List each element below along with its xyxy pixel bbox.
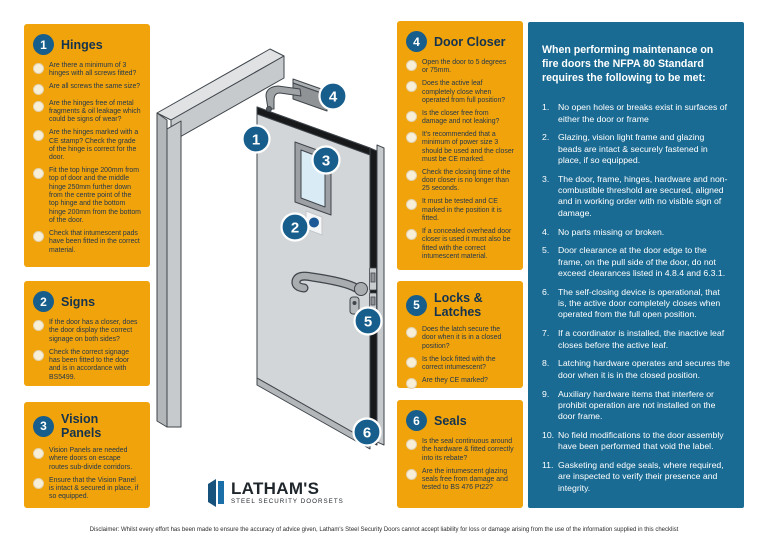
nfpa-item xyxy=(542,132,730,166)
checklist-item-text: Is the lock fitted with the correct intumescent? xyxy=(422,355,496,371)
nfpa-item-text: No parts missing or broken. xyxy=(558,226,665,237)
checklist-item xyxy=(33,62,141,79)
door-closer xyxy=(266,79,327,112)
nfpa-item xyxy=(542,430,730,453)
svg-text:5: 5 xyxy=(363,313,373,331)
checkbox-circle[interactable] xyxy=(406,81,417,92)
checklist-item-text: Are the hinges marked with a CE stamp? Check the grade of the hinge is correct for the door. xyxy=(49,129,139,162)
checklist-item xyxy=(33,447,141,472)
nfpa-item-text: The door, frame, hinges, hardware and non-combustible threshold are secured, aligned and in working order with no visible sign of damage. xyxy=(558,173,728,218)
door-marker-6 xyxy=(354,419,381,446)
nfpa-item-number: 11. xyxy=(542,460,554,471)
checklist-item-text: Open the door to 5 degrees or 75mm. xyxy=(422,59,507,75)
nfpa-item-text: No open holes or breaks exist in surfaces of either the door or frame xyxy=(558,102,728,124)
checklist-item-text: Ensure that the Vision Panel is intact & secured in place, if so equipped. xyxy=(49,476,139,501)
checkbox-circle[interactable] xyxy=(406,439,417,450)
panel-door-closer xyxy=(397,21,523,270)
checklist-item-text: It must be tested and CE marked in the position it is fitted. xyxy=(422,198,502,222)
panel-number: 6 xyxy=(413,413,420,428)
door-marker-2 xyxy=(282,214,309,241)
panel-number: 2 xyxy=(40,294,47,309)
checklist-item-text: Are all screws the same size? xyxy=(49,83,141,91)
checkbox-circle[interactable] xyxy=(33,478,44,489)
svg-text:1: 1 xyxy=(251,131,261,149)
panel-number: 1 xyxy=(40,37,47,52)
nfpa-item-number: 9. xyxy=(542,388,550,399)
checklist-item xyxy=(406,326,514,351)
checkbox-circle[interactable] xyxy=(33,168,44,179)
checklist-item-text: Are the hinges free of metal fragments & oil leakage which could be signs of wear? xyxy=(49,99,141,124)
checklist-item-text: Check that intumescent pads have been fitted in the correct material. xyxy=(49,230,140,254)
door-illustration xyxy=(150,25,395,485)
panel-nfpa-standard xyxy=(528,22,744,508)
checkbox-circle[interactable] xyxy=(33,320,44,331)
checkbox-circle[interactable] xyxy=(406,229,417,240)
checklist-item-text: It's recommended that a minimum of power size 3 should be used and the closer must be CE marked. xyxy=(422,130,514,163)
panel-title: Hinges xyxy=(61,37,103,52)
checklist-item-text: Does the active leaf completely close when operated from full position? xyxy=(422,80,506,104)
checkbox-circle[interactable] xyxy=(33,350,44,361)
nfpa-item-number: 2. xyxy=(542,132,550,143)
checkbox-circle[interactable] xyxy=(406,327,417,338)
checkbox-circle[interactable] xyxy=(33,84,44,95)
checklist-item xyxy=(406,59,514,76)
svg-text:6: 6 xyxy=(362,424,372,442)
panel-title: Signs xyxy=(61,294,96,309)
nfpa-item-text: Glazing, vision light frame and glazing beads are intact & securely fastened in place, if so equipped. xyxy=(558,132,708,166)
nfpa-item xyxy=(542,287,730,321)
panel-title: Locks & Latches xyxy=(434,291,483,319)
checklist-item xyxy=(33,83,141,95)
door-marker-3 xyxy=(313,147,340,174)
checklist-item xyxy=(33,230,141,255)
checklist-item-text: If a concealed overhead door closer is used it must also be fitted with the correct intumescent material. xyxy=(422,227,512,260)
logo-name: LATHAM'S xyxy=(231,479,320,499)
checkbox-circle[interactable] xyxy=(406,170,417,181)
disclaimer-text: Disclaimer: Whilst every effort has been made to ensure the accuracy of advice given, Latham's Steel Security Doors cannot accept liability for loss or damage arising from the use of the information supplied in this checklist xyxy=(89,527,679,533)
checklist-item xyxy=(406,377,514,389)
checklist-locks-latches xyxy=(406,326,514,389)
panel-hinges xyxy=(24,24,150,267)
checkbox-circle[interactable] xyxy=(33,101,44,112)
checklist-vision-panels xyxy=(33,447,141,502)
checkbox-circle[interactable] xyxy=(406,132,417,143)
nfpa-item-number: 10. xyxy=(542,429,555,440)
panel-number-badge xyxy=(33,291,54,312)
nfpa-item-number: 4. xyxy=(542,226,550,237)
panel-title: Vision Panels xyxy=(61,412,102,440)
checklist-item-text: Vision Panels are needed where doors on escape routes sub-divide corridors. xyxy=(49,447,133,471)
nfpa-item-number: 7. xyxy=(542,328,550,339)
nfpa-item xyxy=(542,358,730,381)
checklist-item-text: Is the closer free from damage and not leaking? xyxy=(422,109,500,126)
nfpa-item-number: 1. xyxy=(542,102,550,113)
door-logo-icon xyxy=(207,478,227,508)
door-marker-1 xyxy=(243,126,270,153)
nfpa-item xyxy=(542,245,730,279)
checklist-item xyxy=(33,477,141,502)
checklist-item-text: Is the seal continuous around the hardware & fitted correctly into its rebate? xyxy=(422,438,514,462)
checklist-item-text: Are there a minimum of 3 hinges with all screws fitted? xyxy=(49,62,137,78)
checklist-item-text: Are the intumescent glazing seals free from damage and tested to BS 476 Pt22? xyxy=(422,467,508,492)
nfpa-item xyxy=(542,102,730,125)
checklist-item xyxy=(406,110,514,127)
checkbox-circle[interactable] xyxy=(33,448,44,459)
nfpa-item xyxy=(542,389,730,423)
svg-text:4: 4 xyxy=(328,88,338,106)
checkbox-circle[interactable] xyxy=(406,357,417,368)
checklist-item xyxy=(406,198,514,223)
panel-locks-latches xyxy=(397,281,523,388)
panel-number-badge xyxy=(33,34,54,55)
checklist-seals xyxy=(406,438,514,493)
checklist-item xyxy=(33,100,141,125)
panel-seals xyxy=(397,400,523,508)
checklist-item xyxy=(406,228,514,261)
checklist-item-text: Check the closing time of the door closer is no longer than 25 seconds. xyxy=(422,168,511,193)
panel-number: 5 xyxy=(413,298,420,312)
nfpa-item-text: No field modifications to the door assembly have been performed that void the label. xyxy=(558,429,724,452)
nfpa-item xyxy=(542,328,730,351)
checklist-item-text: Are they CE marked? xyxy=(422,376,488,384)
panel-title: Door Closer xyxy=(434,34,506,49)
nfpa-heading: When performing maintenance on fire doors the NFPA 80 Standard requires the following to be met: xyxy=(542,44,714,84)
nfpa-item xyxy=(542,460,730,494)
checklist-item xyxy=(406,468,514,493)
checklist-item-text: If the door has a closer, does the door display the correct signage on both sides? xyxy=(49,319,138,343)
checklist-item-text: Does the latch secure the door when it is in a closed position? xyxy=(422,326,502,350)
nfpa-item-text: If a coordinator is installed, the inactive leaf closes before the active leaf. xyxy=(558,328,725,350)
nfpa-item-text: Auxiliary hardware items that interfere or prohibit operation are not installed on the door frame. xyxy=(558,388,716,422)
door-marker-5 xyxy=(355,308,382,335)
checklist-signs xyxy=(33,319,141,382)
nfpa-item-number: 5. xyxy=(542,245,550,256)
panel-title: Seals xyxy=(434,413,467,428)
checklist-item xyxy=(406,169,514,194)
checklist-item xyxy=(33,349,141,382)
checklist-item xyxy=(33,167,141,225)
checklist-item-text: Check the correct signage has been fitted to the door and is in accordance with BS5499. xyxy=(49,348,130,381)
checklist-item xyxy=(33,319,141,344)
nfpa-item-number: 6. xyxy=(542,286,550,297)
checkbox-circle[interactable] xyxy=(33,130,44,141)
door-marker-4 xyxy=(320,83,347,110)
checklist-item xyxy=(33,129,141,162)
checklist-item xyxy=(406,80,514,105)
checklist-item-text: Fit the top hinge 200mm from top of door and the middle hinge 250mm further down from the centre point of the top hinge and the bottom hinge 200mm from the bottom of the door. xyxy=(49,167,141,225)
panel-vision-panels xyxy=(24,402,150,508)
svg-text:2: 2 xyxy=(290,219,300,237)
checkbox-circle[interactable] xyxy=(406,60,417,71)
checklist-item xyxy=(406,438,514,463)
lathams-logo xyxy=(207,478,344,508)
nfpa-list xyxy=(542,102,730,494)
nfpa-item-text: Gasketing and edge seals, where required, are inspected to verify their presence and integrity. xyxy=(558,460,724,493)
panel-number-badge xyxy=(33,416,54,437)
panel-number: 3 xyxy=(40,419,47,433)
checkbox-circle[interactable] xyxy=(406,469,417,480)
panel-number: 4 xyxy=(413,34,420,49)
checkbox-circle[interactable] xyxy=(406,378,417,389)
nfpa-item-text: Door clearance at the door edge to the frame, on the pull side of the door, do not exceed clearances listed in 4.8.4 and 6.3.1. xyxy=(558,245,726,279)
checklist-hinges xyxy=(33,62,141,255)
nfpa-item-text: Latching hardware operates and secures the door when it is in the closed position. xyxy=(558,358,730,380)
checkbox-circle[interactable] xyxy=(33,231,44,242)
nfpa-item-number: 3. xyxy=(542,173,550,184)
nfpa-item-text: The self-closing device is operational, that is, the active door completely closes when operated from the full open position. xyxy=(558,286,721,320)
checkbox-circle[interactable] xyxy=(406,111,417,122)
nfpa-item-number: 8. xyxy=(542,358,550,369)
checkbox-circle[interactable] xyxy=(406,199,417,210)
panel-number-badge xyxy=(406,295,427,316)
panel-number-badge xyxy=(406,410,427,431)
logo-tagline: STEEL SECURITY DOORSETS xyxy=(231,498,344,506)
panel-number-badge xyxy=(406,31,427,52)
checklist-item xyxy=(406,131,514,164)
nfpa-item xyxy=(542,174,730,219)
panel-signs xyxy=(24,281,150,386)
nfpa-item xyxy=(542,227,730,238)
checkbox-circle[interactable] xyxy=(33,63,44,74)
checklist-item xyxy=(406,356,514,373)
checklist-door-closer xyxy=(406,59,514,261)
svg-text:3: 3 xyxy=(321,152,331,170)
